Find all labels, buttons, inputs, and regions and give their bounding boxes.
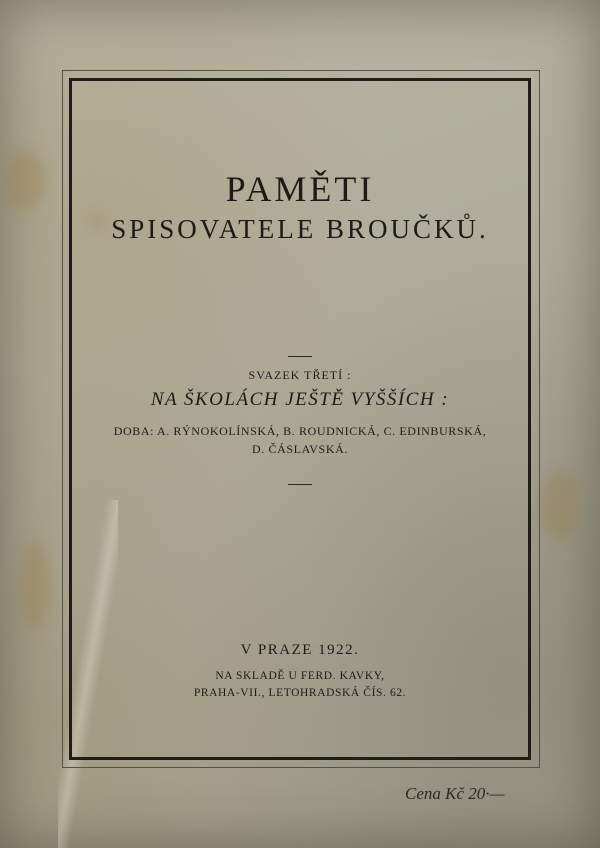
publisher-line-2: PRAHA-VII., LETOHRADSKÁ ČÍS. 62. [193,687,407,699]
title-line-1: PAMĚTI [225,169,375,209]
divider-rule-top [288,356,312,357]
divider-rule-bottom [288,484,312,485]
era-line-2: D. ČÁSLAVSKÁ. [252,442,348,456]
volume-subtitle: NA ŠKOLÁCH JEŠTĚ VYŠŠÍCH : [150,389,450,410]
age-stain [6,150,46,210]
age-stain [20,540,50,630]
publisher-line-1: NA SKLADĚ U FERD. KAVKY, [215,670,385,682]
volume-label: SVAZEK TŘETÍ : [248,368,352,382]
price-label: Cena Kč 20·— [405,784,505,803]
place-and-year: V PRAZE 1922. [240,642,360,658]
age-stain [540,470,580,540]
era-line-1: DOBA: A. RÝNOKOLÍNSKÁ, B. ROUDNICKÁ, C. EDINBURSKÁ, [113,424,487,438]
title-line-2: SPISOVATELE BROUČKŮ. [111,214,489,244]
